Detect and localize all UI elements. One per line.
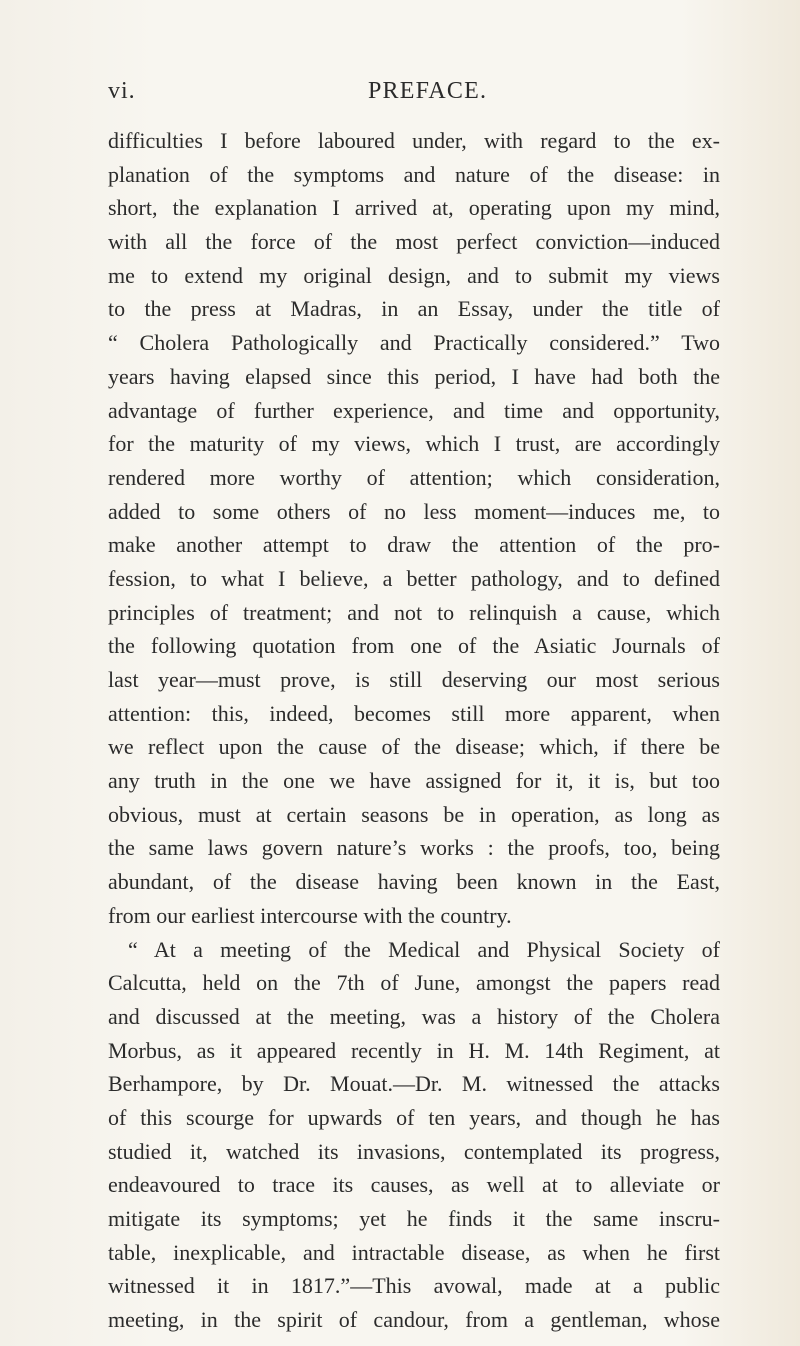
text-line: from our earliest intercourse with the country.	[108, 902, 512, 928]
text-line: make another attempt to draw the attention of the pro-	[108, 532, 720, 558]
text-line: planation of the symptoms and nature of the disease: in	[108, 161, 720, 187]
text-line: attention: this, indeed, becomes still more apparent, when	[108, 700, 720, 726]
page-number: vi.	[108, 78, 136, 104]
text-line: Berhampore, by Dr. Mouat.—Dr. M. witnessed the attacks	[108, 1071, 720, 1097]
body-text	[108, 124, 720, 1337]
text-line: advantage of further experience, and time and opportunity,	[108, 397, 720, 423]
text-line: witnessed it in 1817.”—This avowal, made at a public	[108, 1273, 720, 1299]
text-line: difficulties I before laboured under, with regard to the ex-	[108, 128, 720, 153]
text-line: Calcutta, held on the 7th of June, amongst the papers read	[108, 970, 720, 996]
text-line: any truth in the one we have assigned for it, it is, but too	[108, 768, 720, 794]
text-line: fession, to what I believe, a better pathology, and to defined	[108, 565, 720, 591]
text-line: and discussed at the meeting, was a history of the Cholera	[108, 1003, 720, 1029]
text-line: Morbus, as it appeared recently in H. M. 14th Regiment, at	[108, 1037, 720, 1063]
text-line: principles of treatment; and not to relinquish a cause, which	[108, 599, 720, 625]
text-line: added to some others of no less moment—induces me, to	[108, 498, 720, 524]
text-line: of this scourge for upwards of ten years, and though he has	[108, 1104, 720, 1130]
text-line: with all the force of the most perfect conviction—induced	[108, 229, 720, 255]
text-line: “ Cholera Pathologically and Practically considered.” Two	[108, 330, 720, 356]
text-line: the following quotation from one of the Asiatic Journals of	[108, 633, 720, 659]
text-line: years having elapsed since this period, I have had both the	[108, 363, 720, 389]
text-line: mitigate its symptoms; yet he finds it the same inscru-	[108, 1206, 720, 1231]
text-line: meeting, in the spirit of candour, from a gentleman, whose	[108, 1307, 720, 1333]
text-line: we reflect upon the cause of the disease; which, if there be	[108, 734, 720, 760]
text-line: endeavoured to trace its causes, as well at to alleviate or	[108, 1172, 720, 1198]
page-header	[108, 78, 748, 108]
text-line: last year—must prove, is still deserving our most serious	[108, 667, 720, 692]
text-line: “ At a meeting of the Medical and Physical Society of	[128, 936, 720, 962]
text-line: studied it, watched its invasions, contemplated its progress,	[108, 1138, 720, 1164]
text-line: me to extend my original design, and to submit my views	[108, 262, 720, 288]
text-line: abundant, of the disease having been known in the East,	[108, 869, 720, 895]
text-line: short, the explanation I arrived at, operating upon my mind,	[108, 195, 720, 221]
running-title: PREFACE.	[368, 78, 488, 104]
text-line: table, inexplicable, and intractable disease, as when he first	[108, 1239, 720, 1265]
text-line: obvious, must at certain seasons be in operation, as long as	[108, 801, 720, 827]
text-line: rendered more worthy of attention; which consideration,	[108, 464, 720, 490]
text-line: for the maturity of my views, which I trust, are accordingly	[108, 431, 720, 457]
text-line: the same laws govern nature’s works : the proofs, too, being	[108, 835, 720, 861]
text-line: to the press at Madras, in an Essay, under the title of	[108, 296, 720, 322]
